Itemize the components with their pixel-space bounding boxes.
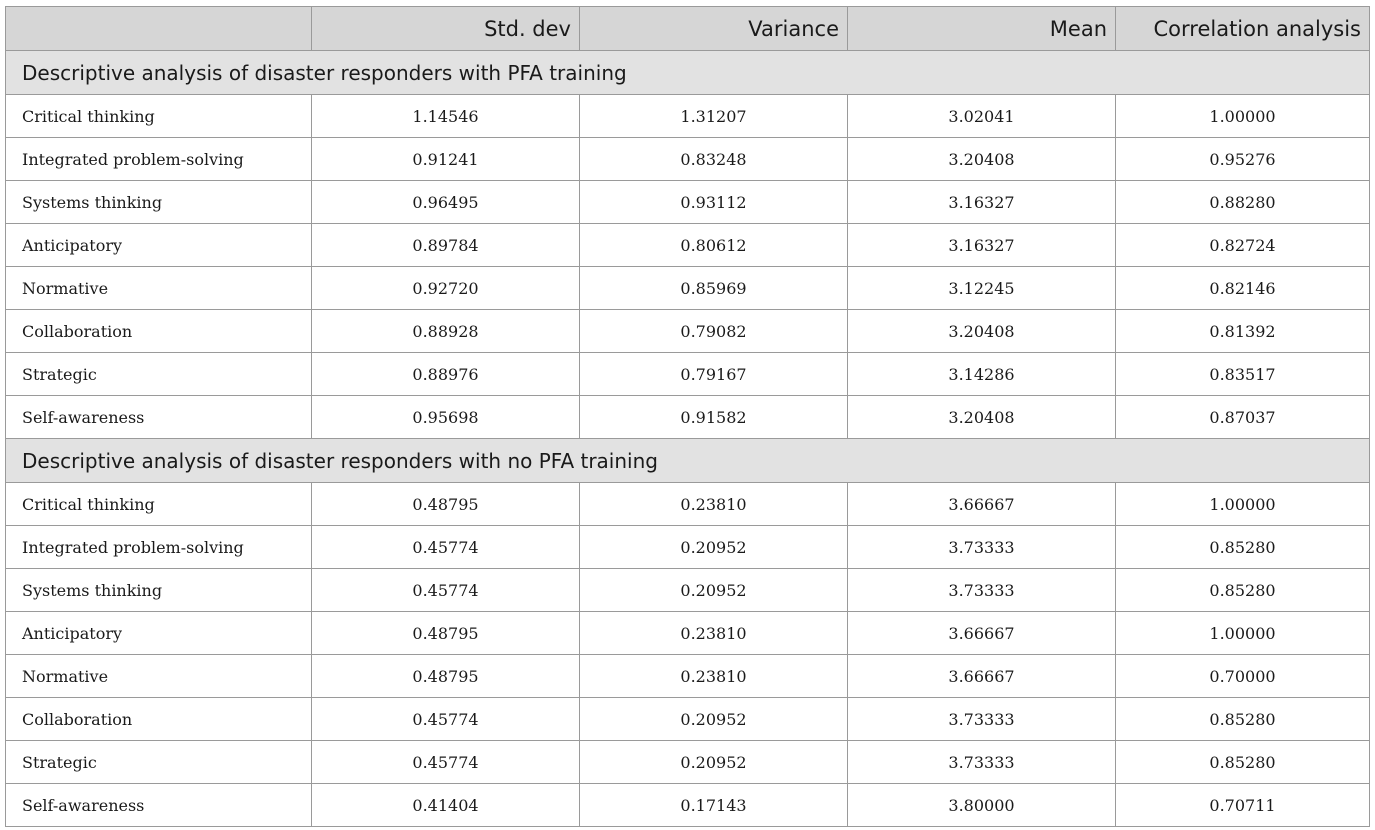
- correlation-cell: 0.87037: [1116, 396, 1370, 439]
- header-std-dev: Std. dev: [312, 7, 580, 51]
- row-label: Normative: [6, 267, 312, 310]
- section-title: Descriptive analysis of disaster responders with no PFA training: [6, 439, 1370, 483]
- header-mean: Mean: [848, 7, 1116, 51]
- table-row: [6, 267, 1370, 310]
- table-row: [6, 569, 1370, 612]
- row-label: Collaboration: [6, 698, 312, 741]
- row-label: Systems thinking: [6, 569, 312, 612]
- section-header-no-pfa-training: [6, 439, 1370, 483]
- variance-cell: 1.31207: [580, 95, 848, 138]
- mean-cell: 3.02041: [848, 95, 1116, 138]
- row-label: Integrated problem-solving: [6, 138, 312, 181]
- correlation-cell: 0.88280: [1116, 181, 1370, 224]
- row-label: Anticipatory: [6, 224, 312, 267]
- correlation-cell: 0.70000: [1116, 655, 1370, 698]
- correlation-cell: 0.82146: [1116, 267, 1370, 310]
- std-dev-cell: 0.48795: [312, 655, 580, 698]
- variance-cell: 0.20952: [580, 698, 848, 741]
- row-label: Systems thinking: [6, 181, 312, 224]
- mean-cell: 3.66667: [848, 655, 1116, 698]
- std-dev-cell: 0.45774: [312, 741, 580, 784]
- std-dev-cell: 0.96495: [312, 181, 580, 224]
- row-label: Self-awareness: [6, 784, 312, 827]
- std-dev-cell: 0.88976: [312, 353, 580, 396]
- std-dev-cell: 0.45774: [312, 569, 580, 612]
- correlation-cell: 0.81392: [1116, 310, 1370, 353]
- row-label: Anticipatory: [6, 612, 312, 655]
- correlation-cell: 0.82724: [1116, 224, 1370, 267]
- correlation-cell: 0.85280: [1116, 526, 1370, 569]
- variance-cell: 0.80612: [580, 224, 848, 267]
- std-dev-cell: 1.14546: [312, 95, 580, 138]
- header-variance: Variance: [580, 7, 848, 51]
- mean-cell: 3.80000: [848, 784, 1116, 827]
- variance-cell: 0.20952: [580, 741, 848, 784]
- row-label: Normative: [6, 655, 312, 698]
- table-row: [6, 224, 1370, 267]
- table-row: [6, 138, 1370, 181]
- correlation-cell: 0.85280: [1116, 569, 1370, 612]
- correlation-cell: 1.00000: [1116, 612, 1370, 655]
- section-title: Descriptive analysis of disaster responders with PFA training: [6, 51, 1370, 95]
- std-dev-cell: 0.45774: [312, 698, 580, 741]
- variance-cell: 0.93112: [580, 181, 848, 224]
- std-dev-cell: 0.92720: [312, 267, 580, 310]
- header-row: [6, 7, 1370, 51]
- std-dev-cell: 0.89784: [312, 224, 580, 267]
- correlation-cell: 0.70711: [1116, 784, 1370, 827]
- std-dev-cell: 0.91241: [312, 138, 580, 181]
- table-row: [6, 310, 1370, 353]
- table-row: [6, 483, 1370, 526]
- mean-cell: 3.73333: [848, 569, 1116, 612]
- table-row: [6, 655, 1370, 698]
- variance-cell: 0.79167: [580, 353, 848, 396]
- std-dev-cell: 0.45774: [312, 526, 580, 569]
- table-row: [6, 612, 1370, 655]
- correlation-cell: 0.95276: [1116, 138, 1370, 181]
- table-row: [6, 698, 1370, 741]
- variance-cell: 0.83248: [580, 138, 848, 181]
- std-dev-cell: 0.48795: [312, 612, 580, 655]
- variance-cell: 0.23810: [580, 483, 848, 526]
- table-row: [6, 784, 1370, 827]
- row-label: Collaboration: [6, 310, 312, 353]
- table-row: [6, 181, 1370, 224]
- header-label-column: [6, 7, 312, 51]
- correlation-cell: 0.85280: [1116, 741, 1370, 784]
- std-dev-cell: 0.95698: [312, 396, 580, 439]
- mean-cell: 3.73333: [848, 741, 1116, 784]
- mean-cell: 3.16327: [848, 224, 1116, 267]
- mean-cell: 3.14286: [848, 353, 1116, 396]
- mean-cell: 3.73333: [848, 526, 1116, 569]
- correlation-cell: 0.83517: [1116, 353, 1370, 396]
- correlation-cell: 0.85280: [1116, 698, 1370, 741]
- header-correlation-analysis: Correlation analysis: [1116, 7, 1370, 51]
- std-dev-cell: 0.41404: [312, 784, 580, 827]
- table-row: [6, 741, 1370, 784]
- variance-cell: 0.20952: [580, 569, 848, 612]
- row-label: Critical thinking: [6, 483, 312, 526]
- mean-cell: 3.66667: [848, 483, 1116, 526]
- mean-cell: 3.20408: [848, 138, 1116, 181]
- descriptive-stats-table: [5, 6, 1370, 827]
- mean-cell: 3.12245: [848, 267, 1116, 310]
- mean-cell: 3.73333: [848, 698, 1116, 741]
- table-row: [6, 396, 1370, 439]
- variance-cell: 0.17143: [580, 784, 848, 827]
- table-row: [6, 526, 1370, 569]
- row-label: Self-awareness: [6, 396, 312, 439]
- std-dev-cell: 0.48795: [312, 483, 580, 526]
- mean-cell: 3.16327: [848, 181, 1116, 224]
- std-dev-cell: 0.88928: [312, 310, 580, 353]
- row-label: Critical thinking: [6, 95, 312, 138]
- variance-cell: 0.91582: [580, 396, 848, 439]
- mean-cell: 3.66667: [848, 612, 1116, 655]
- variance-cell: 0.20952: [580, 526, 848, 569]
- variance-cell: 0.23810: [580, 655, 848, 698]
- mean-cell: 3.20408: [848, 396, 1116, 439]
- variance-cell: 0.23810: [580, 612, 848, 655]
- mean-cell: 3.20408: [848, 310, 1116, 353]
- correlation-cell: 1.00000: [1116, 95, 1370, 138]
- correlation-cell: 1.00000: [1116, 483, 1370, 526]
- row-label: Integrated problem-solving: [6, 526, 312, 569]
- row-label: Strategic: [6, 741, 312, 784]
- table-row: [6, 353, 1370, 396]
- variance-cell: 0.85969: [580, 267, 848, 310]
- variance-cell: 0.79082: [580, 310, 848, 353]
- section-header-pfa-training: [6, 51, 1370, 95]
- row-label: Strategic: [6, 353, 312, 396]
- table-row: [6, 95, 1370, 138]
